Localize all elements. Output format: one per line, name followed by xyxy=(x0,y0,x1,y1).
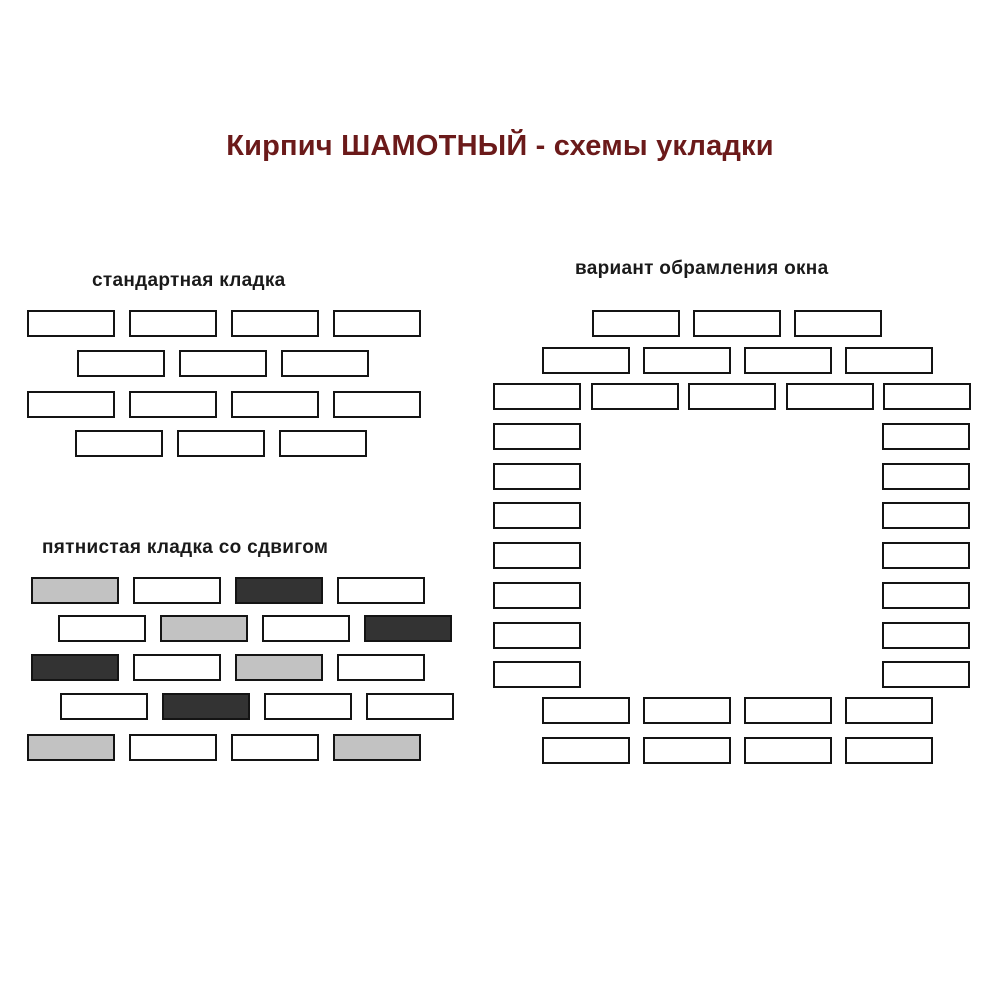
brick-window-top xyxy=(493,383,581,410)
brick-window-left xyxy=(493,622,581,649)
brick-spotted xyxy=(162,693,250,720)
brick-standard xyxy=(231,310,319,337)
brick-window-right xyxy=(882,463,970,490)
brick-window-top xyxy=(643,347,731,374)
brick-spotted xyxy=(333,734,421,761)
brick-standard xyxy=(129,391,217,418)
brick-spotted xyxy=(235,577,323,604)
brick-window-bottom xyxy=(643,697,731,724)
brick-spotted xyxy=(235,654,323,681)
brick-spotted xyxy=(133,654,221,681)
brick-window-left xyxy=(493,502,581,529)
brick-window-top xyxy=(591,383,679,410)
brick-window-right xyxy=(882,661,970,688)
brick-window-right xyxy=(882,502,970,529)
brick-spotted xyxy=(31,577,119,604)
brick-window-top xyxy=(693,310,781,337)
diagram-title: Кирпич ШАМОТНЫЙ - схемы укладки xyxy=(226,130,774,162)
brick-standard xyxy=(279,430,367,457)
brick-spotted xyxy=(133,577,221,604)
brick-spotted xyxy=(366,693,454,720)
brick-window-right xyxy=(882,582,970,609)
brick-window-right xyxy=(882,542,970,569)
brick-spotted xyxy=(60,693,148,720)
brick-window-top xyxy=(883,383,971,410)
standard-masonry-label: стандартная кладка xyxy=(92,270,286,291)
brick-standard xyxy=(177,430,265,457)
brick-window-bottom xyxy=(744,737,832,764)
brick-window-top xyxy=(845,347,933,374)
brick-window-bottom xyxy=(744,697,832,724)
brick-spotted xyxy=(337,654,425,681)
brick-spotted xyxy=(58,615,146,642)
brick-window-left xyxy=(493,582,581,609)
brick-window-bottom xyxy=(542,737,630,764)
brick-window-left xyxy=(493,423,581,450)
brick-window-left xyxy=(493,661,581,688)
brick-spotted xyxy=(160,615,248,642)
brick-window-right xyxy=(882,423,970,450)
brick-standard xyxy=(179,350,267,377)
brick-window-bottom xyxy=(845,697,933,724)
brick-standard xyxy=(27,391,115,418)
brick-standard xyxy=(77,350,165,377)
brick-window-right xyxy=(882,622,970,649)
brick-window-left xyxy=(493,542,581,569)
brick-window-top xyxy=(786,383,874,410)
brick-spotted xyxy=(27,734,115,761)
brick-spotted xyxy=(364,615,452,642)
brick-standard xyxy=(281,350,369,377)
brick-spotted xyxy=(337,577,425,604)
brick-standard xyxy=(75,430,163,457)
brick-standard xyxy=(129,310,217,337)
brick-standard xyxy=(27,310,115,337)
brick-window-top xyxy=(688,383,776,410)
brick-standard xyxy=(333,391,421,418)
brick-window-left xyxy=(493,463,581,490)
brick-window-bottom xyxy=(643,737,731,764)
window-framing-label: вариант обрамления окна xyxy=(575,258,829,279)
spotted-masonry-label: пятнистая кладка со сдвигом xyxy=(42,537,329,558)
brick-spotted xyxy=(262,615,350,642)
brick-standard xyxy=(231,391,319,418)
brick-window-top xyxy=(794,310,882,337)
brick-window-top xyxy=(744,347,832,374)
brick-window-top xyxy=(542,347,630,374)
brick-standard xyxy=(333,310,421,337)
brick-window-top xyxy=(592,310,680,337)
brick-spotted xyxy=(129,734,217,761)
brick-spotted xyxy=(31,654,119,681)
brick-spotted xyxy=(264,693,352,720)
brick-window-bottom xyxy=(845,737,933,764)
brick-spotted xyxy=(231,734,319,761)
brick-window-bottom xyxy=(542,697,630,724)
